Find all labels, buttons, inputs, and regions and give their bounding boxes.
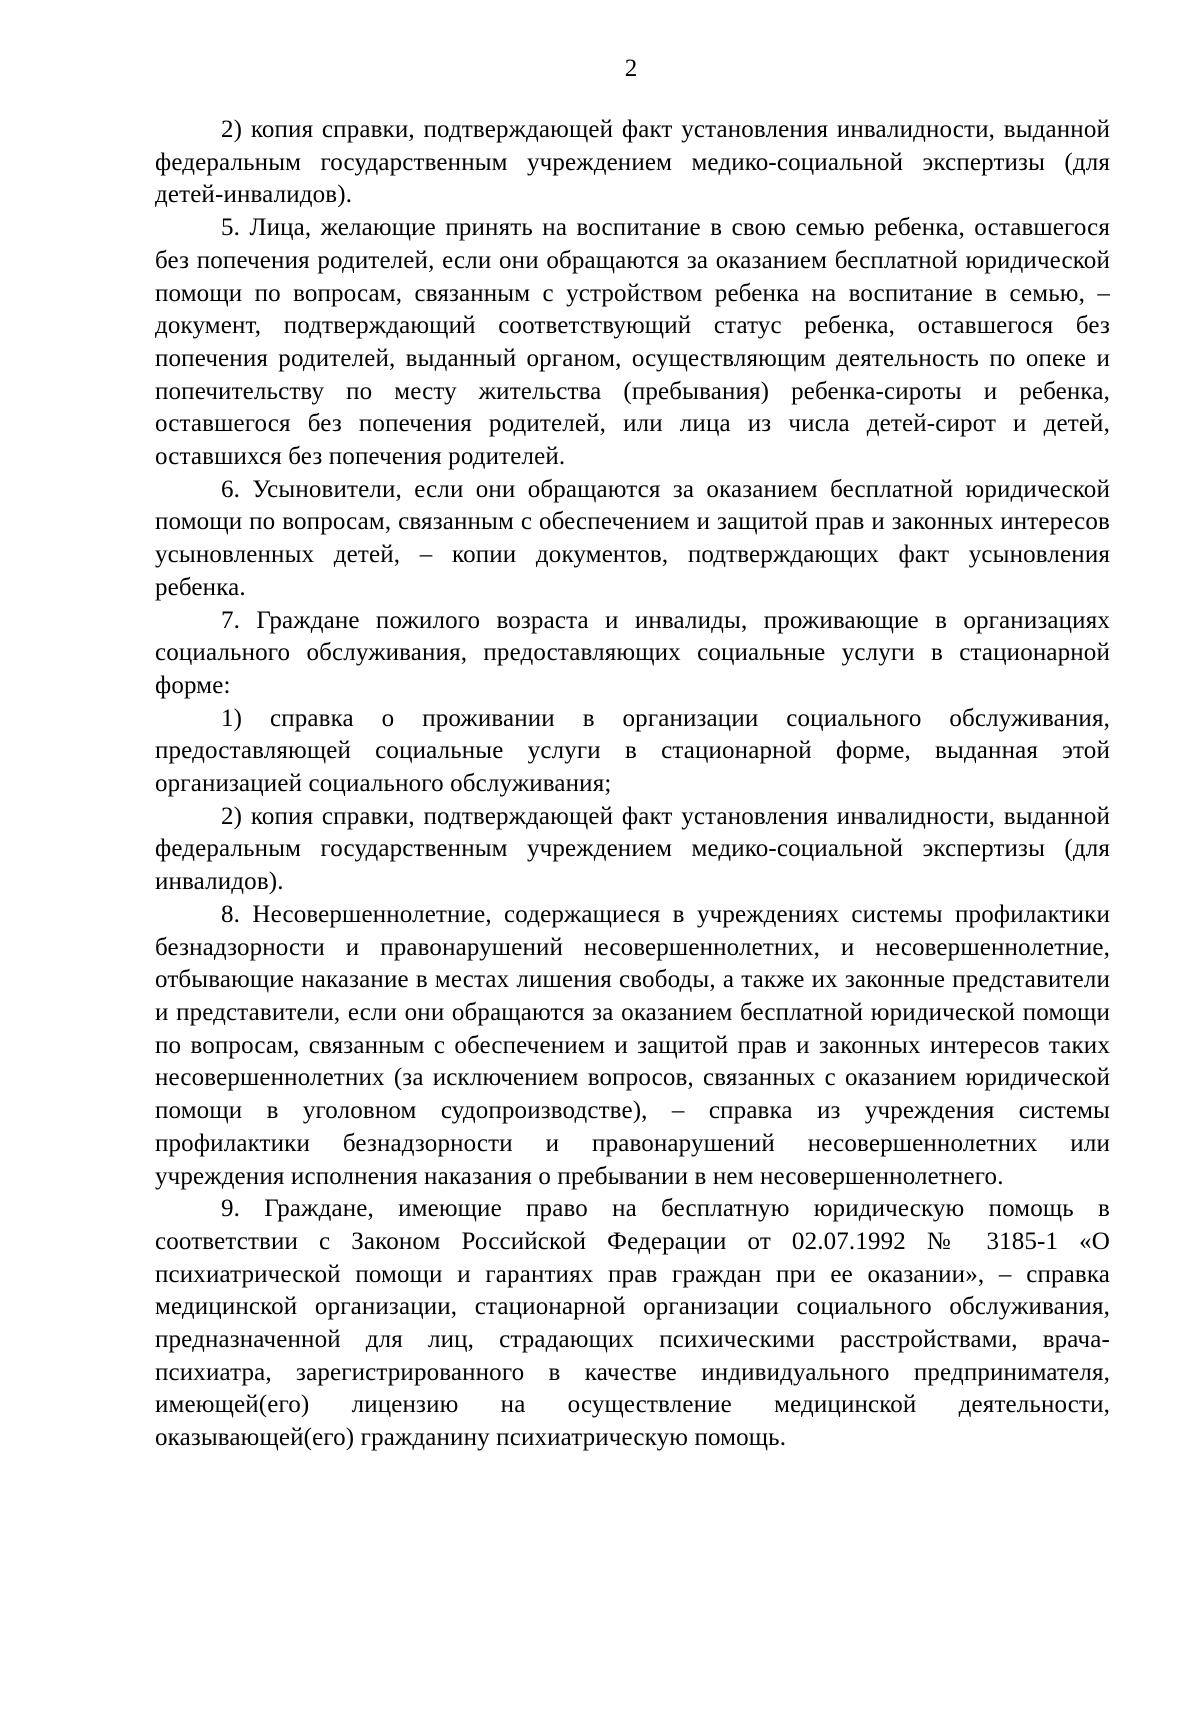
- paragraph-8-minors: 8. Несовершеннолетние, содержащиеся в учреждениях системы профилактики безнадзорности и правонарушений несовершеннолетних, и несовершеннолетние, отбывающие наказание в местах лишения свободы, а также их законные представители и представители, если они обращаются за оказанием бесплатной юридической помощи по вопросам, связанным с обеспечением и защитой прав и законных интересов таких несовершеннолетних (за исключением вопросов, связанных с оказанием юридической помощи в уголовном судопроизводстве), – справка из учреждения системы профилактики безнадзорности и правонарушений несовершеннолетних или учреждения исполнения наказания о пребывании в нем несовершеннолетнего.: [155, 900, 1110, 1190]
- paragraph-5-foster-parents: 5. Лица, желающие принять на воспитание в свою семью ребенка, оставшегося без попечения родителей, если они обращаются за оказанием бесплатной юридической помощи по вопросам, связанным с устройством ребенка на воспитание в семью, – документ, подтверждающий соответствующий статус ребенка, оставшегося без попечения родителей, выданный органом, осуществляющим деятельность по опеке и попечительству по месту жительства (пребывания) ребенка-сироты и ребенка, оставшегося без попечения родителей, или лица из числа детей-сирот и детей, оставшихся без попечения родителей.: [155, 214, 1110, 471]
- paragraph-item-1-residence-certificate: 1) справка о проживании в организации социального обслуживания, предоставляющей социальные услуги в стационарной форме, выданная этой организацией социального обслуживания;: [155, 704, 1110, 798]
- page-number: 2: [624, 55, 638, 82]
- paragraph-7-elderly-and-disabled: 7. Граждане пожилого возраста и инвалиды, проживающие в организациях социального обслуживания, предоставляющих социальные услуги в стационарной форме:: [155, 606, 1110, 699]
- paragraph-item-2-disability-certificate-children: 2) копия справки, подтверждающей факт установления инвалидности, выданной федеральным государственным учреждением медико-социальной экспертизы (для детей-инвалидов).: [155, 116, 1110, 209]
- paragraph-9-psychiatric-care: 9. Граждане, имеющие право на бесплатную юридическую помощь в соответствии с Законом Российской Федерации от 02.07.1992 № 3185-1 «О психиатрической помощи и гарантиях прав граждан при ее оказании», – справка медицинской организации, стационарной организации социального обслуживания, предназначенной для лиц, страдающих психическими расстройствами, врача-психиатра, зарегистрированного в качестве индивидуального предпринимателя, имеющей(его) лицензию на осуществление медицинской деятельности, оказывающей(его) гражданину психиатрическую помощь.: [155, 1195, 1110, 1452]
- paragraph-item-2-disability-certificate: 2) копия справки, подтверждающей факт установления инвалидности, выданной федеральным государственным учреждением медико-социальной экспертизы (для инвалидов).: [155, 802, 1110, 896]
- document-body: [155, 114, 1110, 1455]
- paragraph-6-adoptive-parents: 6. Усыновители, если они обращаются за оказанием бесплатной юридической помощи по вопросам, связанным с обеспечением и защитой прав и законных интересов усыновленных детей, – копии документов, подтверждающих факт усыновления ребенка.: [155, 475, 1110, 601]
